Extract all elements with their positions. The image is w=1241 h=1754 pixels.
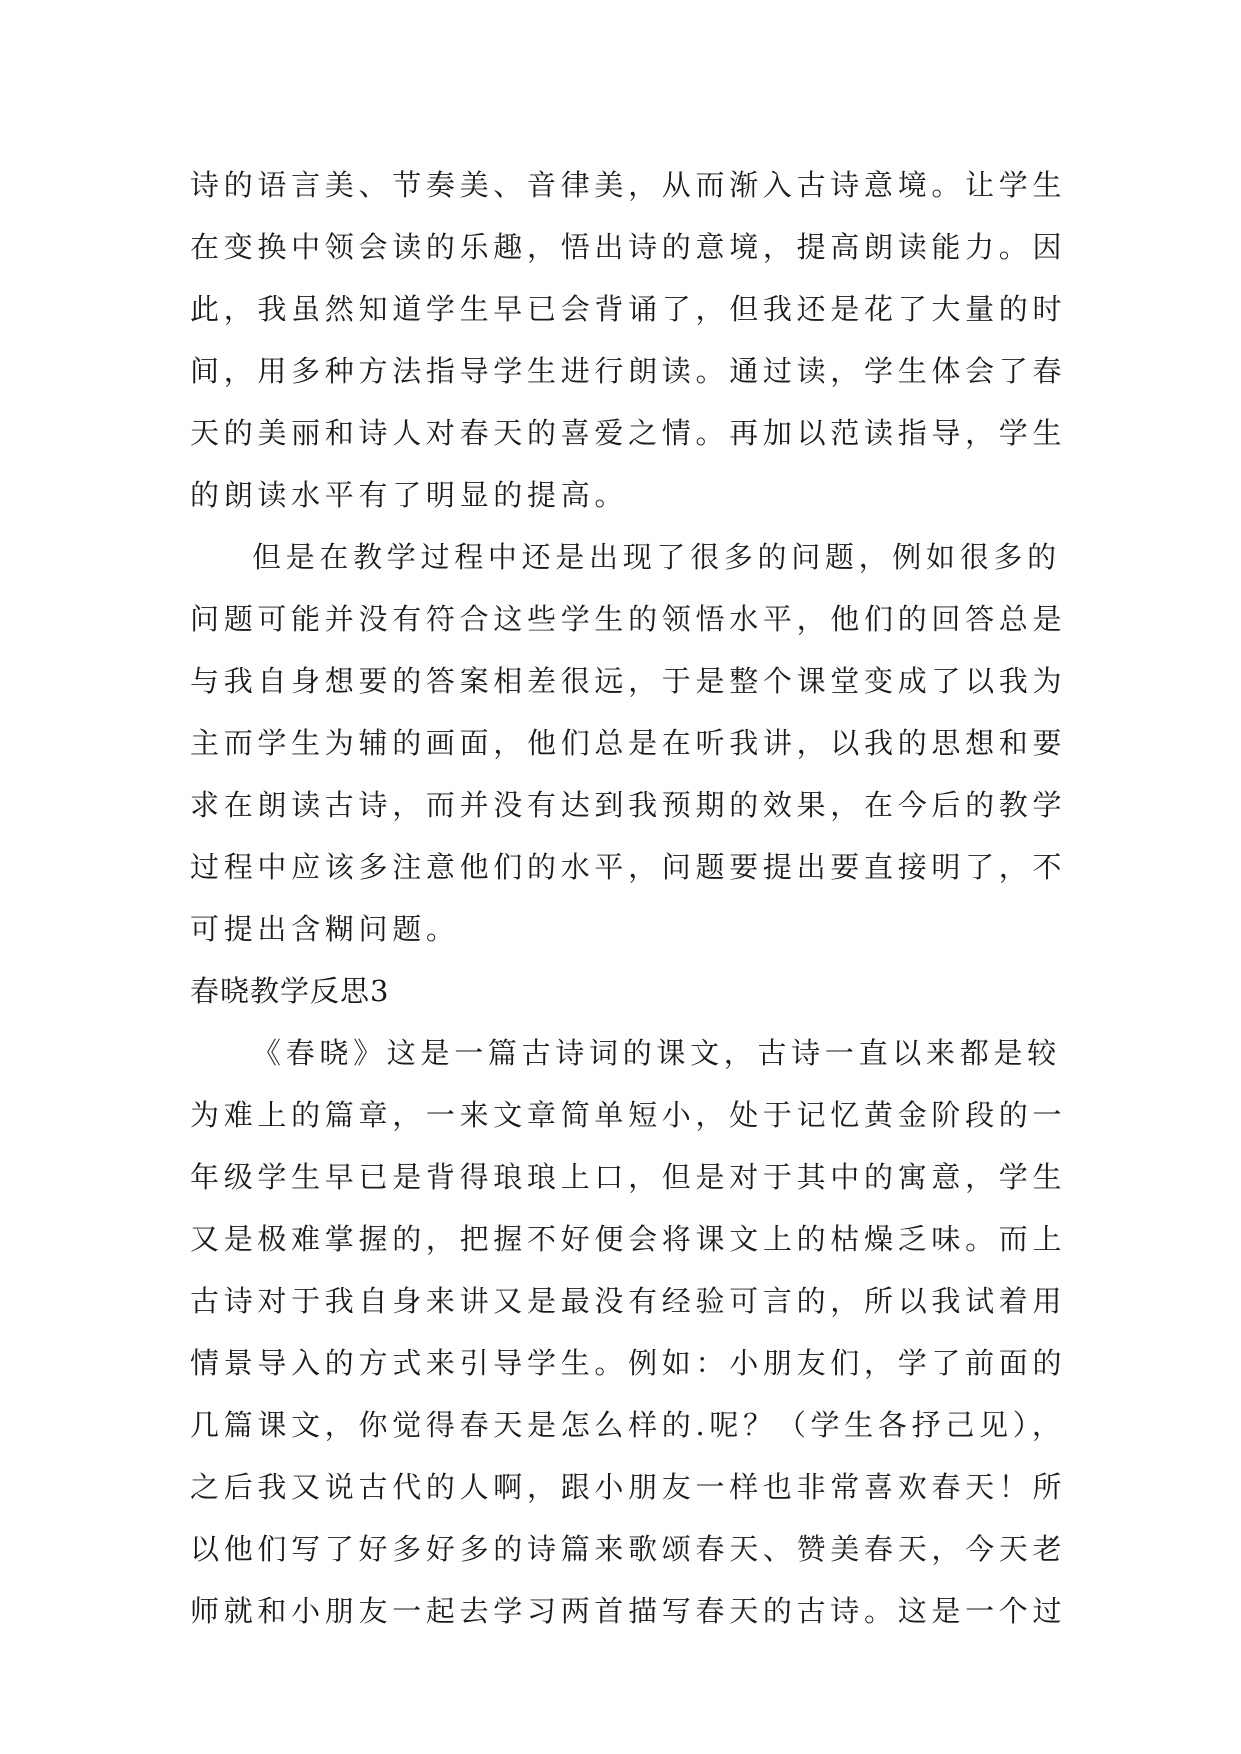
text-line: 古诗对于我自身来讲又是最没有经验可言的，所以我试着用 [190,1284,1067,1318]
text-line: 过程中应该多注意他们的水平，问题要提出要直接明了，不 [190,850,1067,884]
text-line: 在变换中领会读的乐趣，悟出诗的意境，提高朗读能力。因 [190,230,1067,264]
text-line: 问题可能并没有符合这些学生的领悟水平，他们的回答总是 [190,602,1067,636]
text-line: 情景导入的方式来引导学生。例如：小朋友们，学了前面的 [190,1346,1067,1380]
text-line: 年级学生早已是背得琅琅上口，但是对于其中的寓意，学生 [190,1160,1067,1194]
text-line: 可提出含糊问题。 [190,912,460,946]
text-line: 诗的语言美、节奏美、音律美，从而渐入古诗意境。让学生 [190,168,1067,202]
text-line: 之后我又说古代的人啊，跟小朋友一样也非常喜欢春天！所 [190,1470,1067,1504]
paragraph-first-line: 但是在教学过程中还是出现了很多的问题，例如很多的 [252,540,1061,574]
text-line: 天的美丽和诗人对春天的喜爱之情。再加以范读指导，学生 [190,416,1067,450]
text-line: 间，用多种方法指导学生进行朗读。通过读，学生体会了春 [190,354,1067,388]
text-line: 以他们写了好多好多的诗篇来歌颂春天、赞美春天，今天老 [190,1532,1067,1566]
text-line: 师就和小朋友一起去学习两首描写春天的古诗。这是一个过 [190,1594,1067,1628]
paragraph-first-line: 《春晓》这是一篇古诗词的课文，古诗一直以来都是较 [252,1036,1061,1070]
text-line: 为难上的篇章，一来文章简单短小，处于记忆黄金阶段的一 [190,1098,1067,1132]
section-heading: 春晓教学反思3 [190,974,390,1008]
text-line: 又是极难掌握的，把握不好便会将课文上的枯燥乏味。而上 [190,1222,1067,1256]
text-line: 的朗读水平有了明显的提高。 [190,478,629,512]
text-line: 此，我虽然知道学生早已会背诵了，但我还是花了大量的时 [190,292,1067,326]
text-line: 主而学生为辅的画面，他们总是在听我讲，以我的思想和要 [190,726,1067,760]
text-line: 求在朗读古诗，而并没有达到我预期的效果，在今后的教学 [190,788,1067,822]
text-line: 几篇课文，你觉得春天是怎么样的.呢？（学生各抒己见）， [190,1408,1066,1442]
text-line: 与我自身想要的答案相差很远，于是整个课堂变成了以我为 [190,664,1067,698]
